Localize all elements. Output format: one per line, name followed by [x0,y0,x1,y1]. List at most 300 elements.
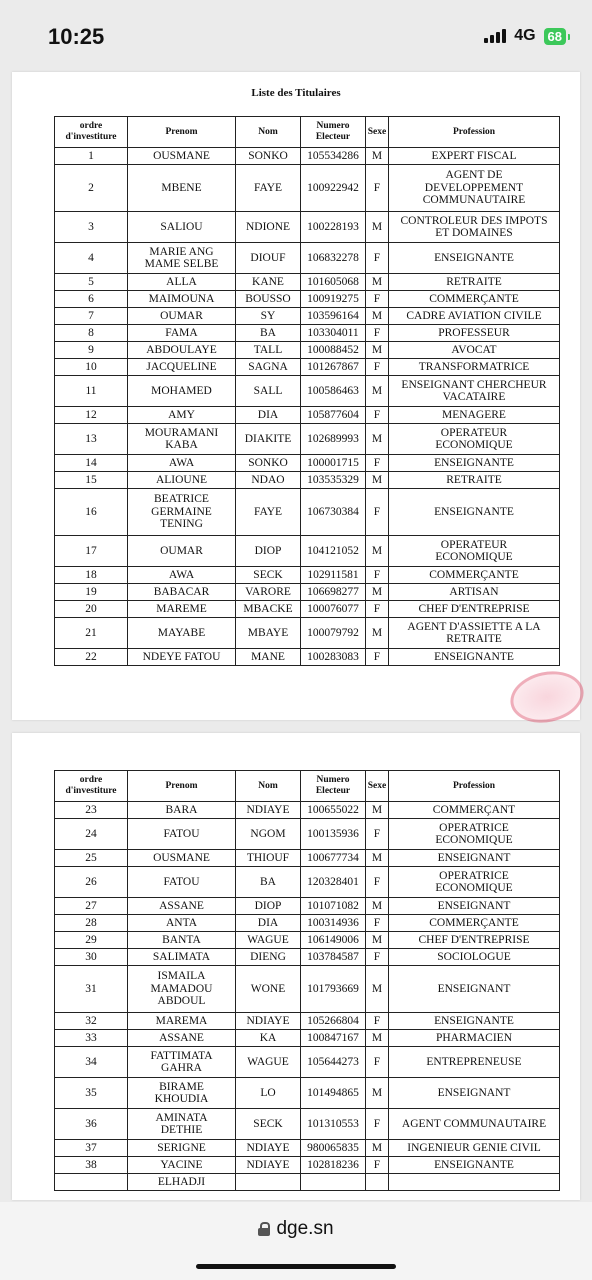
prenom-cell: OUSMANE [128,148,236,165]
prenom-cell: BARA [128,802,236,819]
prenom-cell: AMY [128,407,236,424]
profession-cell: ENSEIGNANTE [389,455,560,472]
profession-cell [389,1174,560,1191]
nom-cell: SECK [236,1109,301,1140]
sexe-cell: M [366,274,389,291]
numero-cell: 103304011 [301,325,366,342]
table-row [55,949,560,966]
table-row [55,966,560,1013]
nom-cell: SONKO [236,148,301,165]
prenom-cell: ASSANE [128,1030,236,1047]
prenom-cell: FATOU [128,867,236,898]
url-text[interactable]: dge.sn [276,1218,334,1239]
table-row [55,424,560,455]
numero-cell: 101793669 [301,966,366,1013]
prenom-cell: OUMAR [128,308,236,325]
numero-cell [301,1174,366,1191]
sexe-cell: M [366,802,389,819]
table-row [55,850,560,867]
ordre-cell: 26 [55,867,128,898]
nom-cell: LO [236,1078,301,1109]
sexe-cell: F [366,325,389,342]
prenom-cell: BIRAME KHOUDIA [128,1078,236,1109]
nom-cell: NDIAYE [236,1013,301,1030]
table-row [55,148,560,165]
ordre-cell: 11 [55,376,128,407]
sexe-cell: F [366,165,389,212]
numero-cell: 100922942 [301,165,366,212]
official-stamp [506,665,589,729]
header-prenom: Prenom [128,117,236,148]
numero-cell: 100228193 [301,212,366,243]
numero-cell: 100586463 [301,376,366,407]
nom-cell: TALL [236,342,301,359]
sexe-cell: F [366,359,389,376]
numero-cell: 105877604 [301,407,366,424]
prenom-cell: AWA [128,455,236,472]
numero-cell: 106149006 [301,932,366,949]
profession-cell: MENAGERE [389,407,560,424]
prenom-cell: JACQUELINE [128,359,236,376]
status-indicators [484,27,566,45]
nom-cell: BA [236,867,301,898]
nom-cell: SONKO [236,455,301,472]
profession-cell: ENSEIGNANTE [389,1013,560,1030]
numero-cell: 101071082 [301,898,366,915]
numero-cell: 102689993 [301,424,366,455]
table-row [55,898,560,915]
table-row [55,1109,560,1140]
profession-cell: COMMERÇANTE [389,291,560,308]
prenom-cell: OUMAR [128,536,236,567]
ordre-cell: 6 [55,291,128,308]
prenom-cell: BANTA [128,932,236,949]
table-row [55,359,560,376]
nom-cell: KA [236,1030,301,1047]
nom-cell: NGOM [236,819,301,850]
candidates-table-2 [54,770,560,1191]
table-row [55,649,560,666]
nom-cell: DIAKITE [236,424,301,455]
nom-cell: SAGNA [236,359,301,376]
nom-cell: SECK [236,567,301,584]
prenom-cell: ASSANE [128,898,236,915]
prenom-cell: OUSMANE [128,850,236,867]
sexe-cell: M [366,850,389,867]
table-row [55,1030,560,1047]
home-indicator[interactable] [196,1264,396,1269]
sexe-cell: F [366,949,389,966]
prenom-cell: MBENE [128,165,236,212]
profession-cell: AGENT D'ASSIETTE A LA RETRAITE [389,618,560,649]
profession-cell: COMMERÇANT [389,802,560,819]
profession-cell: PHARMACIEN [389,1030,560,1047]
signal-icon [484,29,506,43]
nom-cell: NDIONE [236,212,301,243]
numero-cell: 101267867 [301,359,366,376]
prenom-cell: MOURAMANI KABA [128,424,236,455]
numero-cell: 120328401 [301,867,366,898]
ordre-cell: 28 [55,915,128,932]
profession-cell: OPERATEUR ECONOMIQUE [389,424,560,455]
ordre-cell: 27 [55,898,128,915]
ordre-cell: 7 [55,308,128,325]
sexe-cell: M [366,1140,389,1157]
prenom-cell: MOHAMED [128,376,236,407]
nom-cell: NDIAYE [236,802,301,819]
profession-cell: ENSEIGNANTE [389,243,560,274]
prenom-cell: FAMA [128,325,236,342]
table-header-row [55,771,560,802]
table-row [55,243,560,274]
profession-cell: TRANSFORMATRICE [389,359,560,376]
ordre-cell: 3 [55,212,128,243]
table-row [55,567,560,584]
numero-cell: 105534286 [301,148,366,165]
header-ordre: ordre d'investiture [55,771,128,802]
document-title: Liste des Titulaires [251,87,341,99]
status-bar [0,0,592,72]
numero-cell: 100079792 [301,618,366,649]
table-row [55,584,560,601]
numero-cell: 100919275 [301,291,366,308]
ordre-cell: 36 [55,1109,128,1140]
profession-cell: OPERATRICE ECONOMIQUE [389,819,560,850]
sexe-cell: F [366,1013,389,1030]
ordre-cell: 23 [55,802,128,819]
nom-cell: DIA [236,407,301,424]
sexe-cell: F [366,915,389,932]
sexe-cell: F [366,649,389,666]
candidates-table-1 [54,116,560,666]
table-row [55,407,560,424]
network-type: 4G [514,27,536,44]
header-nom: Nom [236,117,301,148]
header-nom: Nom [236,771,301,802]
sexe-cell: F [366,1109,389,1140]
ordre-cell: 15 [55,472,128,489]
profession-cell: ENSEIGNANT CHERCHEUR VACATAIRE [389,376,560,407]
numero-cell: 106698277 [301,584,366,601]
browser-address-bar[interactable] [0,1202,592,1280]
numero-cell: 103784587 [301,949,366,966]
numero-cell: 103535329 [301,472,366,489]
table-row [55,274,560,291]
prenom-cell: BABACAR [128,584,236,601]
numero-cell: 101494865 [301,1078,366,1109]
url-display[interactable] [0,1218,592,1240]
prenom-cell: MAYABE [128,618,236,649]
sexe-cell: M [366,932,389,949]
profession-cell: ENSEIGNANTE [389,649,560,666]
table-row [55,455,560,472]
nom-cell: KANE [236,274,301,291]
prenom-cell: SALIMATA [128,949,236,966]
sexe-cell: M [366,148,389,165]
table-row [55,932,560,949]
sexe-cell: F [366,1047,389,1078]
numero-cell: 980065835 [301,1140,366,1157]
sexe-cell: F [366,567,389,584]
prenom-cell: SALIOU [128,212,236,243]
sexe-cell: M [366,1030,389,1047]
prenom-cell: FATOU [128,819,236,850]
table-header-row [55,117,560,148]
profession-cell: COMMERÇANTE [389,915,560,932]
table-row [55,1140,560,1157]
ordre-cell: 13 [55,424,128,455]
nom-cell: MBAYE [236,618,301,649]
sexe-cell: F [366,1157,389,1174]
profession-cell: INGENIEUR GENIE CIVIL [389,1140,560,1157]
table-row [55,472,560,489]
prenom-cell: MARIE ANG MAME SELBE [128,243,236,274]
ordre-cell: 31 [55,966,128,1013]
ordre-cell: 24 [55,819,128,850]
numero-cell: 100677734 [301,850,366,867]
profession-cell: ENSEIGNANT [389,850,560,867]
nom-cell: DIOUF [236,243,301,274]
sexe-cell: F [366,407,389,424]
numero-cell: 103596164 [301,308,366,325]
profession-cell: AVOCAT [389,342,560,359]
sexe-cell [366,1174,389,1191]
sexe-cell: M [366,584,389,601]
ordre-cell: 29 [55,932,128,949]
prenom-cell: SERIGNE [128,1140,236,1157]
nom-cell: SY [236,308,301,325]
sexe-cell: M [366,424,389,455]
sexe-cell: M [366,308,389,325]
prenom-cell: MAREME [128,601,236,618]
nom-cell: WONE [236,966,301,1013]
status-time: 10:25 [48,24,105,49]
sexe-cell: M [366,376,389,407]
sexe-cell: M [366,472,389,489]
profession-cell: RETRAITE [389,274,560,291]
numero-cell: 101310553 [301,1109,366,1140]
ordre-cell: 4 [55,243,128,274]
nom-cell [236,1174,301,1191]
ordre-cell: 17 [55,536,128,567]
numero-cell: 100314936 [301,915,366,932]
prenom-cell: ALIOUNE [128,472,236,489]
profession-cell: OPERATRICE ECONOMIQUE [389,867,560,898]
table-row [55,1078,560,1109]
profession-cell: ENSEIGNANT [389,966,560,1013]
nom-cell: BA [236,325,301,342]
profession-cell: AGENT COMMUNAUTAIRE [389,1109,560,1140]
table-body [55,802,560,1191]
profession-cell: ARTISAN [389,584,560,601]
lock-icon [258,1222,270,1236]
profession-cell: SOCIOLOGUE [389,949,560,966]
prenom-cell: MAREMA [128,1013,236,1030]
sexe-cell: M [366,212,389,243]
ordre-cell: 5 [55,274,128,291]
table-row [55,308,560,325]
nom-cell: MANE [236,649,301,666]
ordre-cell: 8 [55,325,128,342]
nom-cell: VARORE [236,584,301,601]
numero-cell: 106730384 [301,489,366,536]
nom-cell: WAGUE [236,932,301,949]
table-row [55,618,560,649]
ordre-cell: 10 [55,359,128,376]
profession-cell: CADRE AVIATION CIVILE [389,308,560,325]
sexe-cell: M [366,1078,389,1109]
prenom-cell: ISMAILA MAMADOU ABDOUL [128,966,236,1013]
nom-cell: MBACKE [236,601,301,618]
prenom-cell: AMINATA DETHIE [128,1109,236,1140]
header-numero: Numero Electeur [301,117,366,148]
table-row [55,915,560,932]
sexe-cell: F [366,867,389,898]
document-page-2 [12,733,580,1200]
profession-cell: EXPERT FISCAL [389,148,560,165]
table-row [55,1174,560,1191]
sexe-cell: F [366,489,389,536]
nom-cell: NDIAYE [236,1140,301,1157]
table-body [55,148,560,666]
header-sexe: Sexe [366,117,389,148]
table-row [55,1157,560,1174]
table-row [55,819,560,850]
profession-cell: CHEF D'ENTREPRISE [389,601,560,618]
nom-cell: DIOP [236,536,301,567]
nom-cell: BOUSSO [236,291,301,308]
numero-cell: 104121052 [301,536,366,567]
ordre-cell: 2 [55,165,128,212]
numero-cell: 105644273 [301,1047,366,1078]
prenom-cell: MAIMOUNA [128,291,236,308]
ordre-cell: 16 [55,489,128,536]
numero-cell: 100847167 [301,1030,366,1047]
table-row [55,325,560,342]
header-numero: Numero Electeur [301,771,366,802]
table-row [55,867,560,898]
numero-cell: 106832278 [301,243,366,274]
prenom-cell: YACINE [128,1157,236,1174]
profession-cell: RETRAITE [389,472,560,489]
table-row [55,1047,560,1078]
ordre-cell: 38 [55,1157,128,1174]
ordre-cell: 33 [55,1030,128,1047]
ordre-cell: 12 [55,407,128,424]
ordre-cell: 19 [55,584,128,601]
numero-cell: 102911581 [301,567,366,584]
nom-cell: FAYE [236,165,301,212]
sexe-cell: F [366,243,389,274]
sexe-cell: M [366,536,389,567]
numero-cell: 105266804 [301,1013,366,1030]
nom-cell: FAYE [236,489,301,536]
sexe-cell: M [366,898,389,915]
profession-cell: OPERATEUR ECONOMIQUE [389,536,560,567]
nom-cell: SALL [236,376,301,407]
table-row [55,601,560,618]
numero-cell: 100076077 [301,601,366,618]
nom-cell: WAGUE [236,1047,301,1078]
battery-icon: 68 [544,28,566,45]
header-profession: Profession [389,771,560,802]
numero-cell: 100088452 [301,342,366,359]
ordre-cell: 9 [55,342,128,359]
profession-cell: ENSEIGNANTE [389,489,560,536]
header-ordre: ordre d'investiture [55,117,128,148]
table-row [55,342,560,359]
ordre-cell: 32 [55,1013,128,1030]
profession-cell: ENSEIGNANTE [389,1157,560,1174]
nom-cell: DIA [236,915,301,932]
profession-cell: ENTREPRENEUSE [389,1047,560,1078]
prenom-cell: BEATRICE GERMAINE TENING [128,489,236,536]
ordre-cell: 34 [55,1047,128,1078]
prenom-cell: ANTA [128,915,236,932]
ordre-cell: 37 [55,1140,128,1157]
table-row [55,802,560,819]
profession-cell: CONTROLEUR DES IMPOTS ET DOMAINES [389,212,560,243]
ordre-cell: 18 [55,567,128,584]
table-row [55,1013,560,1030]
profession-cell: AGENT DE DEVELOPPEMENT COMMUNAUTAIRE [389,165,560,212]
nom-cell: NDIAYE [236,1157,301,1174]
ordre-cell: 1 [55,148,128,165]
header-sexe: Sexe [366,771,389,802]
document-page-1 [12,72,580,720]
numero-cell: 100001715 [301,455,366,472]
ordre-cell: 14 [55,455,128,472]
ordre-cell: 21 [55,618,128,649]
table-row [55,212,560,243]
numero-cell: 102818236 [301,1157,366,1174]
prenom-cell: NDEYE FATOU [128,649,236,666]
numero-cell: 100283083 [301,649,366,666]
profession-cell: ENSEIGNANT [389,1078,560,1109]
nom-cell: DIOP [236,898,301,915]
sexe-cell: M [366,618,389,649]
table-row [55,165,560,212]
ordre-cell [55,1174,128,1191]
sexe-cell: F [366,819,389,850]
prenom-cell: FATTIMATA GAHRA [128,1047,236,1078]
table-row [55,291,560,308]
profession-cell: PROFESSEUR [389,325,560,342]
nom-cell: THIOUF [236,850,301,867]
prenom-cell: ELHADJI [128,1174,236,1191]
ordre-cell: 20 [55,601,128,618]
profession-cell: COMMERÇANTE [389,567,560,584]
table-row [55,376,560,407]
sexe-cell: F [366,601,389,618]
prenom-cell: ABDOULAYE [128,342,236,359]
nom-cell: DIENG [236,949,301,966]
sexe-cell: F [366,455,389,472]
prenom-cell: ALLA [128,274,236,291]
numero-cell: 100655022 [301,802,366,819]
numero-cell: 100135936 [301,819,366,850]
table-row [55,489,560,536]
profession-cell: ENSEIGNANT [389,898,560,915]
ordre-cell: 35 [55,1078,128,1109]
header-prenom: Prenom [128,771,236,802]
prenom-cell: AWA [128,567,236,584]
numero-cell: 101605068 [301,274,366,291]
ordre-cell: 30 [55,949,128,966]
ordre-cell: 25 [55,850,128,867]
sexe-cell: M [366,966,389,1013]
ordre-cell: 22 [55,649,128,666]
